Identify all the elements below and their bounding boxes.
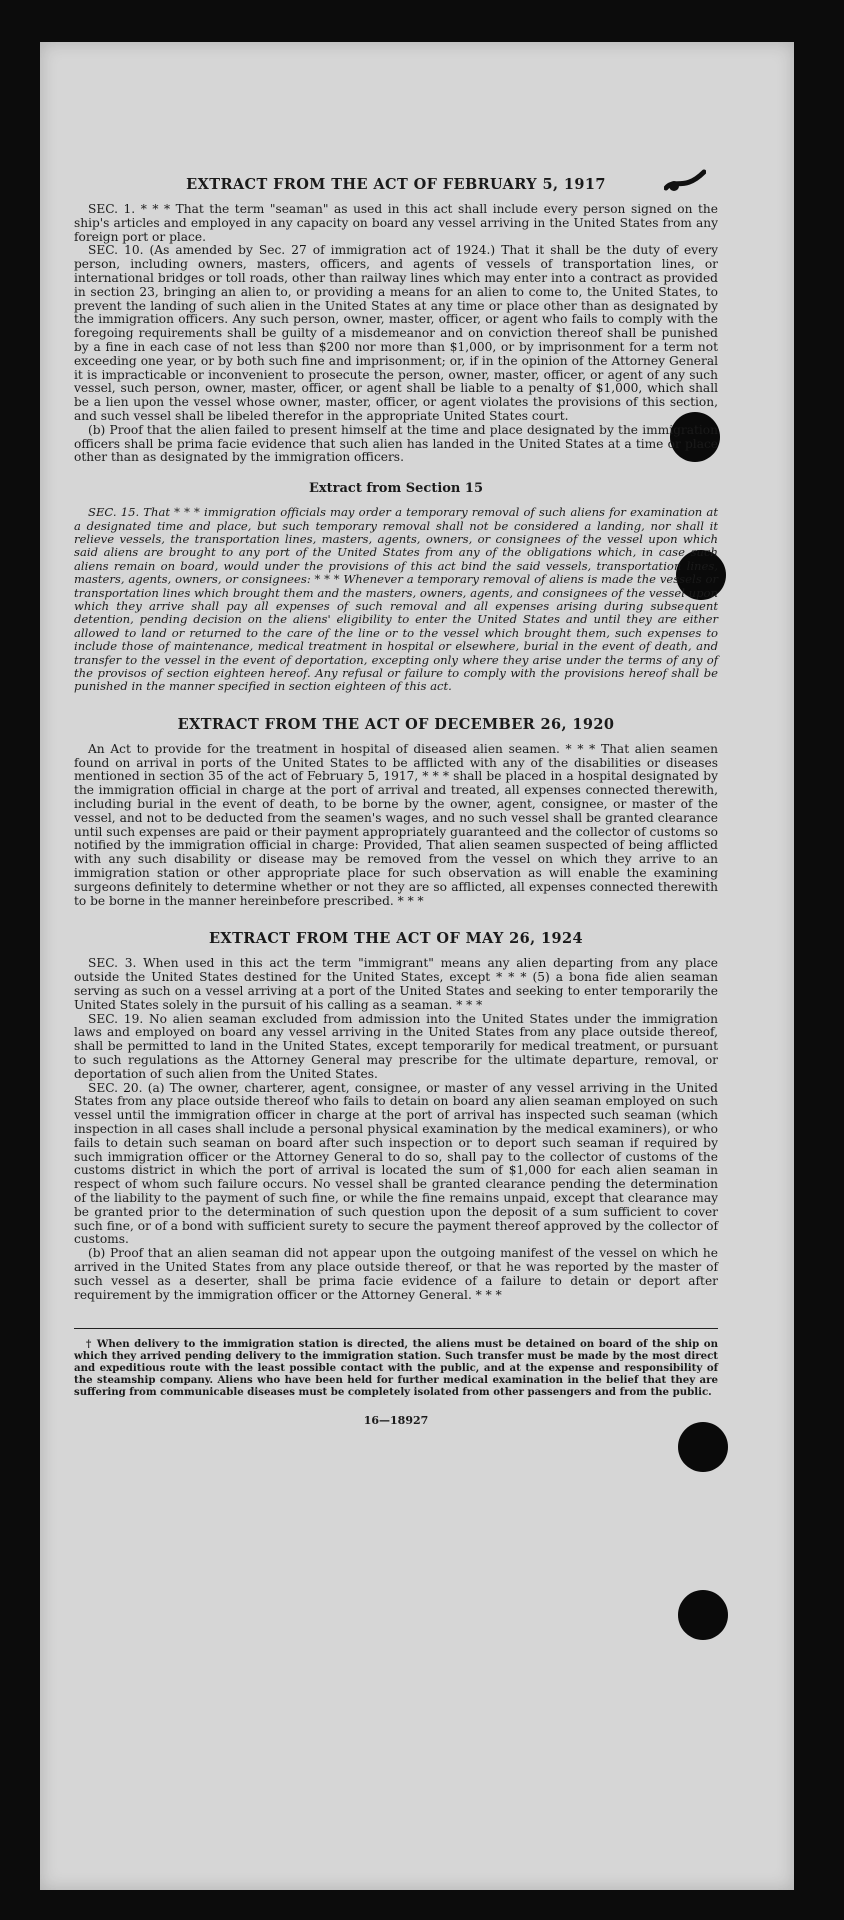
form-code: 16—18927	[363, 1414, 429, 1428]
paragraph: SEC. 20. (a) The owner, charterer, agent, consignee, or master of any vessel arriving in the United States from any place outside thereof who fails to detain on board any alien seaman employed on such vessel until the immigration officer in charge at the port of arrival has inspected such seaman (which inspection in all cases shall include a personal physical examination by the medical examiners), or who fails to detain such seaman on board after such inspection or to deport such seaman if required by such immigration officer or the Attorney General to do so, shall pay to the collector of customs of the customs district in which the port of arrival is located the sum of $1,000 for each alien seaman in respect of whom such failure occurs. No vessel shall be granted clearance pending the determination of the liability to the payment of such fine, or while the fine remains unpaid, except that clearance may be granted prior to the determination of such question upon the deposit of a sum sufficient to cover such fine, or of a bond with sufficient surety to secure the payment thereof approved by the collector of customs.	[74, 1080, 718, 1247]
paragraph: SEC. 19. No alien seaman excluded from admission into the United States under the immigration laws and employed on board any vessel arriving in the United States from any place outside thereof, shall be permitted to land in the United States, except temporarily for medical treatment, or pursuant to such regulations as the Attorney General may prescribe for the ultimate departure, removal, or deportation of such alien from the United States.	[74, 1011, 718, 1081]
punch-hole	[678, 1422, 728, 1472]
paragraph: (b) Proof that the alien failed to present himself at the time and place designated by the immigration officers shall be prima facie evidence that such alien has landed in the United States at a time or place other than as designated by the immigration officers.	[74, 422, 718, 465]
paragraph: An Act to provide for the treatment in hospital of diseased alien seamen. * * * That alien seamen found on arrival in ports of the United States to be afflicted with any of the disabilities or diseases mentioned in section 35 of the act of February 5, 1917, * * * shall be placed in a hospital designated by the immigration official in charge at the port of arrival and treated, all expenses connected therewith, including burial in the event of death, to be borne by the owner, agent, consignee, or master of the vessel, and not to be deducted from the seamen's wages, and no such vessel shall be granted clearance until such expenses are paid or their payment appropriately guaranteed and the collector of customs so notified by the immigration official in charge: Provided, That alien seamen suspected of being afflicted with any such disability or disease may be removed from the vessel on which they arrive to an immigration station or other appropriate place for such observation as will enable the examining surgeons definitely to determine whether or not they are so afflicted, all expenses connected therewith to be borne in the manner hereinbefore prescribed. * * *	[74, 741, 718, 908]
document-text	[74, 176, 718, 1427]
paragraph: SEC. 1. * * * That the term "seaman" as used in this act shall include every person signed on the ship's articles and employed in any capacity on board any vessel arriving in the United States from any foreign port or place.	[74, 202, 718, 244]
section-heading: Extract from Section 15	[308, 481, 484, 497]
section-heading: EXTRACT FROM THE ACT OF FEBRUARY 5, 1917	[186, 176, 606, 193]
paragraph: SEC. 15. That * * * immigration officials may order a temporary removal of such aliens for examination at a designated time and place, but such temporary removal shall not be considered a landing, nor shall it relieve vessels, the transportation lines, masters, agents, owners, or consignees of the vessel upon which said aliens are brought to any port of the United States from any of the obligations which, in case such aliens remain on board, would under the provisions of this act bind the said vessels, transportation lines, masters, agents, owners, or consignees: * * * Whenever a temporary removal of aliens is made the vessels or transportation lines which brought them and the masters, owners, agents, and consignees of the vessel upon which they arrive shall pay all expenses of such removal and all expenses arising during subsequent detention, pending decision on the aliens' eligibility to enter the United States and until they are either allowed to land or returned to the care of the line or to the vessel which brought them, such expenses to include those of maintenance, medical treatment in hospital or elsewhere, burial in the event of death, and transfer to the vessel in the event of deportation, excepting only where they arise under the terms of any of the provisos of section eighteen hereof. Any refusal or failure to comply with the provisions hereof shall be punished in the manner specified in section eighteen of this act.	[74, 505, 718, 694]
paragraph: (b) Proof that an alien seaman did not appear upon the outgoing manifest of the vessel on which he arrived in the United States from any place outside thereof, or that he was reported by the master of such vessel as a deserter, shall be prima facie evidence of a failure to detain or deport after requirement by the immigration officer or the Attorney General. * * *	[74, 1246, 718, 1302]
footnote: † When delivery to the immigration station is directed, the aliens must be detained on board of the ship on which they arrived pending delivery to the immigration station. Such transfer must be made by the most direct and expeditious route with the least possible contact with the public, and at the expense and responsibility of the steamship company. Aliens who have been held for further medical examination in the belief that they are suffering from communicable diseases must be completely isolated from other passengers and from the public.	[74, 1338, 718, 1398]
paragraph: SEC. 3. When used in this act the term "immigrant" means any alien departing from any place outside the United States destined for the United States, except * * * (5) a bona fide alien seaman serving as such on a vessel arriving at a port of the United States and seeking to enter temporarily the United States solely in the pursuit of his calling as a seaman. * * *	[74, 956, 718, 1012]
section-heading: EXTRACT FROM THE ACT OF DECEMBER 26, 1920	[177, 715, 615, 733]
section-heading: EXTRACT FROM THE ACT OF MAY 26, 1924	[208, 930, 584, 948]
paragraph: SEC. 10. (As amended by Sec. 27 of immigration act of 1924.) That it shall be the duty of every person, including owners, masters, officers, and agents of vessels of transportation lines, or international bridges or toll roads, other than railway lines which may enter into a contract as provided in section 23, bringing an alien to, or providing a means for an alien to come to, the United States, to prevent the landing of such alien in the United States at any time or place other than as designated by the immigration officers. Any such person, owner, master, officer, or agent who fails to comply with the foregoing requirements shall be guilty of a misdemeanor and on conviction thereof shall be punished by a fine in each case of not less than $200 nor more than $1,000, or by imprisonment for a term not exceeding one year, or by both such fine and imprisonment; or, if in the opinion of the Attorney General it is impracticable or inconvenient to prosecute the person, owner, master, officer, or agent of any such vessel, such person, owner, master, officer, or agent shall be liable to a penalty of $1,000, which shall be a lien upon the vessel whose owner, master, officer, or agent violates the provisions of this section, and such vessel shall be libeled therefor in the appropriate United States court.	[74, 243, 718, 423]
punch-hole	[678, 1590, 728, 1640]
divider	[74, 1328, 718, 1329]
